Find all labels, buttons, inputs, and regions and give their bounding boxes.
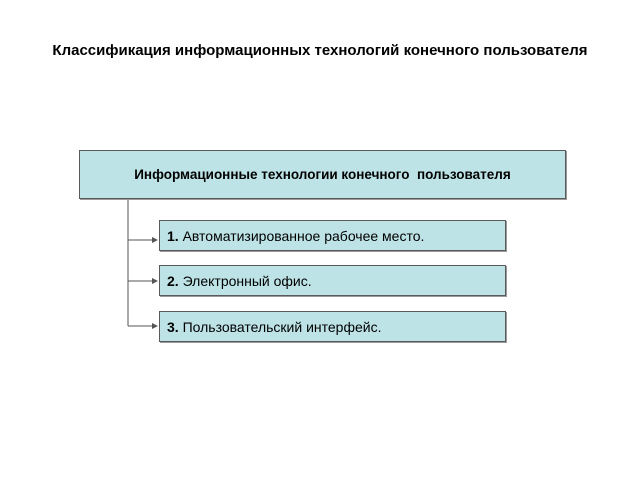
child-node-number: 3. — [167, 318, 179, 335]
child-node-2 — [159, 265, 506, 296]
child-node-3 — [159, 311, 506, 342]
child-node-text: Пользовательский интерфейс. — [178, 318, 382, 335]
child-node-text: Автоматизированное рабочее место. — [178, 227, 425, 244]
diagram-title: Классификация информационных технологий конечного пользователя — [52, 42, 588, 59]
child-node-number: 1. — [167, 227, 179, 244]
root-node — [79, 150, 566, 199]
child-node-number: 2. — [167, 272, 179, 289]
child-node-text: Электронный офис. — [178, 272, 312, 289]
child-node-1 — [159, 220, 506, 251]
root-node-label: Информационные технологии конечного пользователя — [134, 167, 511, 182]
